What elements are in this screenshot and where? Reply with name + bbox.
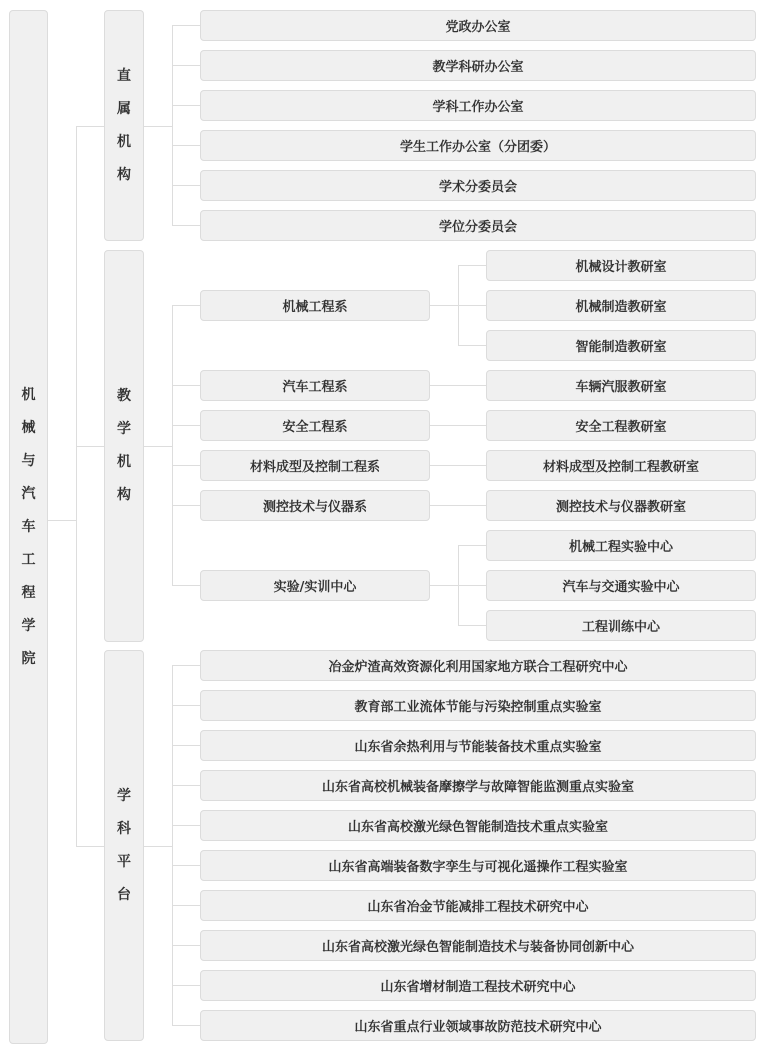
unit-box: 学位分委员会	[200, 210, 756, 241]
unit-box: 山东省高校激光绿色智能制造技术与装备协同创新中心	[200, 930, 756, 961]
connector-line	[458, 265, 486, 266]
connector-line	[458, 305, 486, 306]
connector-line	[144, 446, 172, 447]
connector-line	[172, 665, 200, 666]
sub-unit-box: 机械制造教研室	[486, 290, 756, 321]
department-box: 汽车工程系	[200, 370, 430, 401]
connector-line	[458, 585, 486, 586]
unit-box: 教育部工业流体节能与污染控制重点实验室	[200, 690, 756, 721]
connector-line	[430, 425, 486, 426]
vertical-label: 机械与汽车工程学院	[21, 386, 36, 667]
connector-line	[76, 126, 77, 847]
connector-line	[172, 665, 173, 1026]
unit-box: 山东省余热利用与节能装备技术重点实验室	[200, 730, 756, 761]
sub-unit-box: 机械工程实验中心	[486, 530, 756, 561]
sub-unit-box: 机械设计教研室	[486, 250, 756, 281]
unit-box: 山东省高校激光绿色智能制造技术重点实验室	[200, 810, 756, 841]
connector-line	[76, 846, 104, 847]
unit-box: 山东省冶金节能减排工程技术研究中心	[200, 890, 756, 921]
connector-line	[172, 385, 200, 386]
unit-box: 山东省高校机械装备摩擦学与故障智能监测重点实验室	[200, 770, 756, 801]
sub-unit-box: 汽车与交通实验中心	[486, 570, 756, 601]
department-box: 机械工程系	[200, 290, 430, 321]
group-box	[104, 650, 144, 1041]
connector-line	[172, 185, 200, 186]
connector-line	[172, 1025, 200, 1026]
department-box: 测控技术与仪器系	[200, 490, 430, 521]
connector-line	[172, 25, 173, 226]
connector-line	[76, 446, 104, 447]
sub-unit-box: 工程训练中心	[486, 610, 756, 641]
connector-line	[430, 505, 486, 506]
connector-line	[172, 305, 200, 306]
connector-line	[48, 520, 76, 521]
sub-unit-box: 智能制造教研室	[486, 330, 756, 361]
connector-line	[430, 585, 458, 586]
unit-box: 教学科研办公室	[200, 50, 756, 81]
unit-box: 党政办公室	[200, 10, 756, 41]
connector-line	[430, 465, 486, 466]
sub-unit-box: 车辆汽服教研室	[486, 370, 756, 401]
connector-line	[76, 126, 104, 127]
unit-box: 学术分委员会	[200, 170, 756, 201]
department-box: 实验/实训中心	[200, 570, 430, 601]
unit-box: 山东省高端装备数字孪生与可视化遥操作工程实验室	[200, 850, 756, 881]
connector-line	[458, 345, 486, 346]
unit-box: 山东省重点行业领域事故防范技术研究中心	[200, 1010, 756, 1041]
connector-line	[430, 385, 486, 386]
connector-line	[172, 785, 200, 786]
sub-unit-box: 测控技术与仪器教研室	[486, 490, 756, 521]
connector-line	[172, 105, 200, 106]
connector-line	[172, 905, 200, 906]
connector-line	[172, 65, 200, 66]
unit-box: 学科工作办公室	[200, 90, 756, 121]
root-box	[9, 10, 48, 1044]
sub-unit-box: 安全工程教研室	[486, 410, 756, 441]
connector-line	[172, 985, 200, 986]
vertical-label: 学科平台	[117, 787, 131, 903]
connector-line	[172, 705, 200, 706]
connector-line	[172, 25, 200, 26]
department-box: 安全工程系	[200, 410, 430, 441]
group-box	[104, 250, 144, 642]
connector-line	[430, 305, 458, 306]
connector-line	[172, 945, 200, 946]
connector-line	[172, 585, 200, 586]
connector-line	[172, 145, 200, 146]
connector-line	[172, 825, 200, 826]
connector-line	[144, 846, 172, 847]
connector-line	[458, 625, 486, 626]
unit-box: 冶金炉渣高效资源化利用国家地方联合工程研究中心	[200, 650, 756, 681]
department-box: 材料成型及控制工程系	[200, 450, 430, 481]
connector-line	[172, 305, 173, 586]
connector-line	[172, 425, 200, 426]
connector-line	[172, 465, 200, 466]
vertical-label: 教学机构	[117, 388, 131, 503]
vertical-label: 直属机构	[117, 67, 131, 183]
connector-line	[172, 505, 200, 506]
connector-line	[172, 745, 200, 746]
connector-line	[172, 225, 200, 226]
sub-unit-box: 材料成型及控制工程教研室	[486, 450, 756, 481]
connector-line	[458, 545, 486, 546]
connector-line	[144, 126, 172, 127]
unit-box: 山东省增材制造工程技术研究中心	[200, 970, 756, 1001]
group-box	[104, 10, 144, 241]
unit-box: 学生工作办公室（分团委）	[200, 130, 756, 161]
connector-line	[172, 865, 200, 866]
